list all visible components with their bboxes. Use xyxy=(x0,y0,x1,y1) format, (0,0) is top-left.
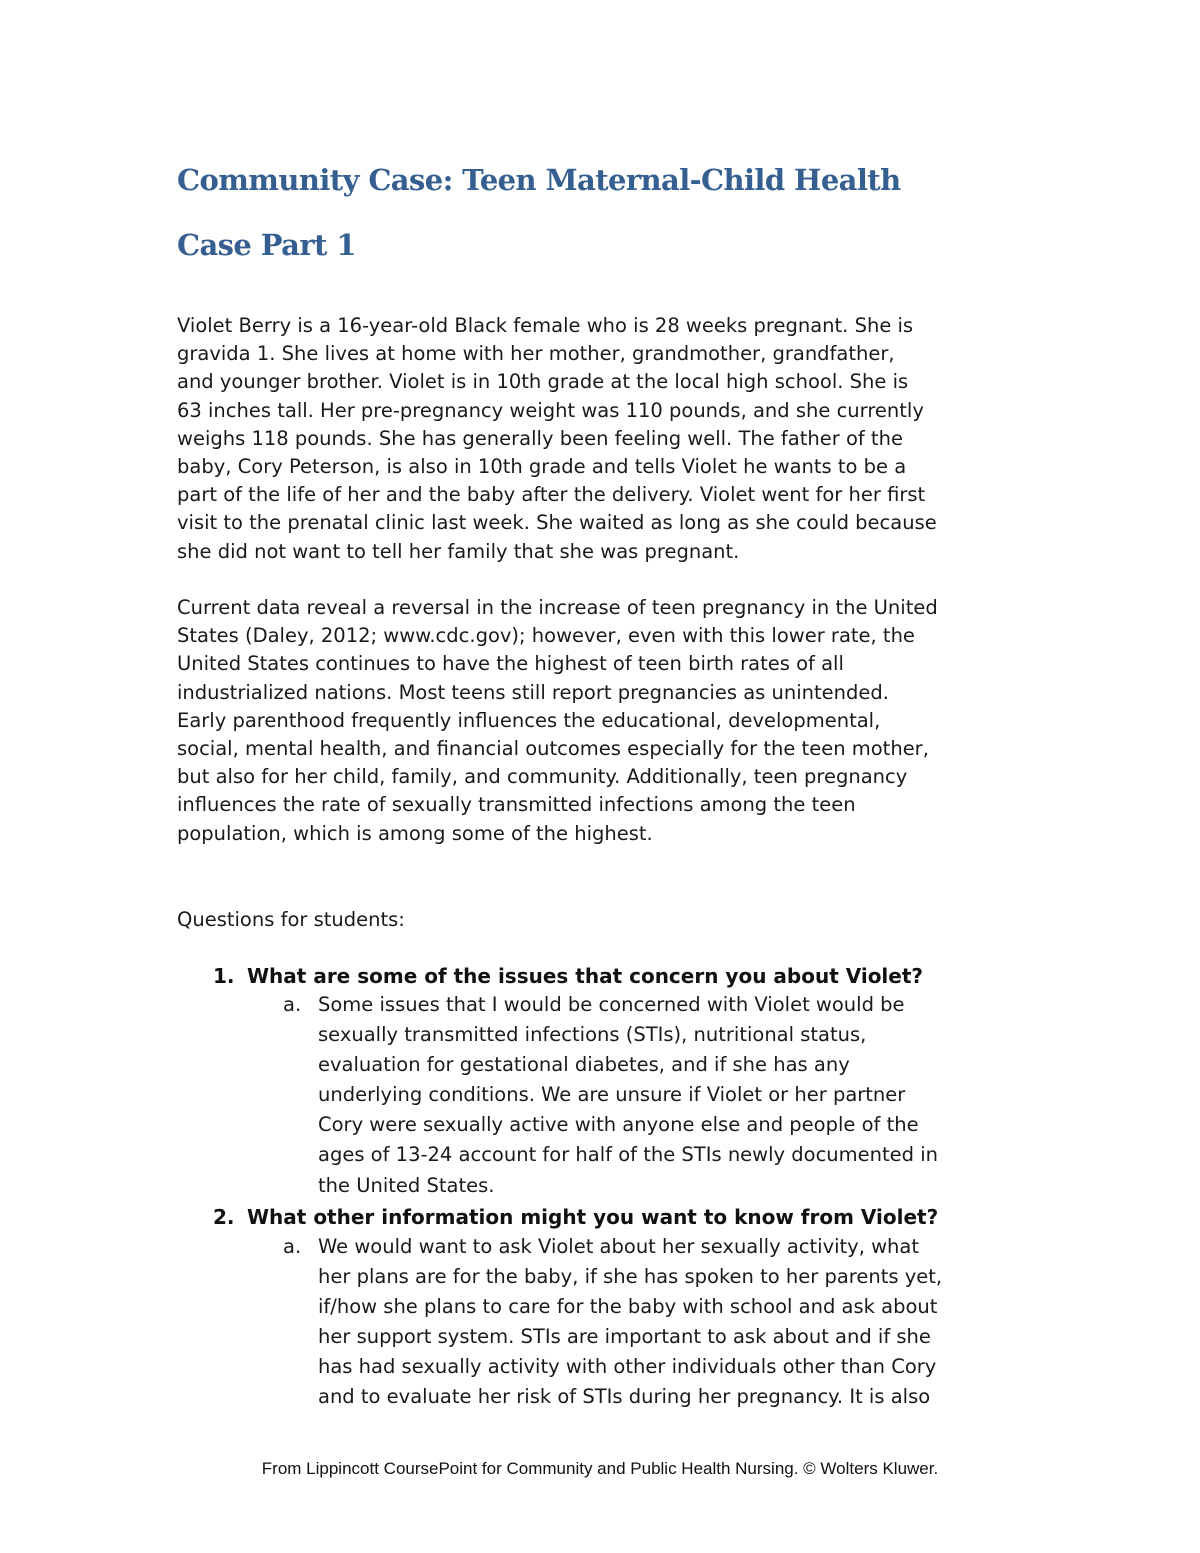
answer-line: if/how she plans to care for the baby with school and ask about xyxy=(318,1295,938,1319)
answer-line: We would want to ask Violet about her sexually activity, what xyxy=(318,1235,920,1258)
paragraph-line: she did not want to tell her family that she was pregnant. xyxy=(177,539,740,563)
paragraph-line: Current data reveal a reversal in the increase of teen pregnancy in the United xyxy=(177,596,938,619)
answer-letter: a. xyxy=(283,1235,302,1258)
paragraph-line: social, mental health, and financial outcomes especially for the teen mother, xyxy=(177,737,929,761)
answer-line: and to evaluate her risk of STIs during her pregnancy. It is also xyxy=(318,1385,931,1409)
paragraph-line: industrialized nations. Most teens still report pregnancies as unintended. xyxy=(177,680,889,704)
page-title: Community Case: Teen Maternal-Child Health xyxy=(177,163,901,197)
questions-label: Questions for students: xyxy=(177,908,405,931)
background-paragraph xyxy=(177,594,1037,848)
answer-line: sexually transmitted infections (STIs), nutritional status, xyxy=(318,1023,867,1047)
answer-line: the United States. xyxy=(318,1173,495,1197)
paragraph-line: Violet Berry is a 16-year-old Black female who is 28 weeks pregnant. She is xyxy=(177,314,914,337)
answer-line: evaluation for gestational diabetes, and if she has any xyxy=(318,1053,850,1077)
answer-letter: a. xyxy=(283,993,302,1016)
answer-text xyxy=(318,1232,942,1413)
page-footer: From Lippincott CoursePoint for Community and Public Health Nursing. © Wolters Kluwer. xyxy=(261,1459,939,1478)
question-number: 1. xyxy=(213,964,235,988)
case-description-paragraph xyxy=(177,312,1037,566)
paragraph-line: population, which is among some of the highest. xyxy=(177,821,653,845)
answer-line: Some issues that I would be concerned with Violet would be xyxy=(318,993,905,1016)
paragraph-line: 63 inches tall. Her pre-pregnancy weight was 110 pounds, and she currently xyxy=(177,398,924,422)
answer-line: her support system. STIs are important to ask about and if she xyxy=(318,1325,931,1349)
question-text: What other information might you want to know from Violet? xyxy=(247,1205,939,1229)
answer-line: has had sexually activity with other individuals other than Cory xyxy=(318,1355,937,1379)
answer-line: ages of 13-24 account for half of the STIs newly documented in xyxy=(318,1143,939,1167)
answer-line: Cory were sexually active with anyone else and people of the xyxy=(318,1113,919,1137)
paragraph-line: part of the life of her and the baby after the delivery. Violet went for her first xyxy=(177,483,926,507)
paragraph-line: United States continues to have the highest of teen birth rates of all xyxy=(177,652,844,676)
question-number: 2. xyxy=(213,1205,235,1229)
answer-text xyxy=(318,990,938,1201)
paragraph-line: but also for her child, family, and community. Additionally, teen pregnancy xyxy=(177,765,908,789)
case-part-heading: Case Part 1 xyxy=(177,228,356,262)
question-2 xyxy=(0,1202,1200,1232)
question-1 xyxy=(0,961,1200,991)
answer-line: her plans are for the baby, if she has spoken to her parents yet, xyxy=(318,1265,943,1289)
question-text: What are some of the issues that concern you about Violet? xyxy=(247,964,924,988)
paragraph-line: visit to the prenatal clinic last week. She waited as long as she could because xyxy=(177,511,937,535)
paragraph-line: influences the rate of sexually transmitted infections among the teen xyxy=(177,793,856,817)
paragraph-line: gravida 1. She lives at home with her mother, grandmother, grandfather, xyxy=(177,342,895,366)
paragraph-line: and younger brother. Violet is in 10th grade at the local high school. She is xyxy=(177,370,909,394)
paragraph-line: weighs 118 pounds. She has generally been feeling well. The father of the xyxy=(177,426,903,450)
answer-line: underlying conditions. We are unsure if Violet or her partner xyxy=(318,1083,906,1107)
paragraph-line: States (Daley, 2012; www.cdc.gov); however, even with this lower rate, the xyxy=(177,624,915,648)
paragraph-line: baby, Cory Peterson, is also in 10th grade and tells Violet he wants to be a xyxy=(177,455,907,479)
paragraph-line: Early parenthood frequently influences the educational, developmental, xyxy=(177,708,881,732)
